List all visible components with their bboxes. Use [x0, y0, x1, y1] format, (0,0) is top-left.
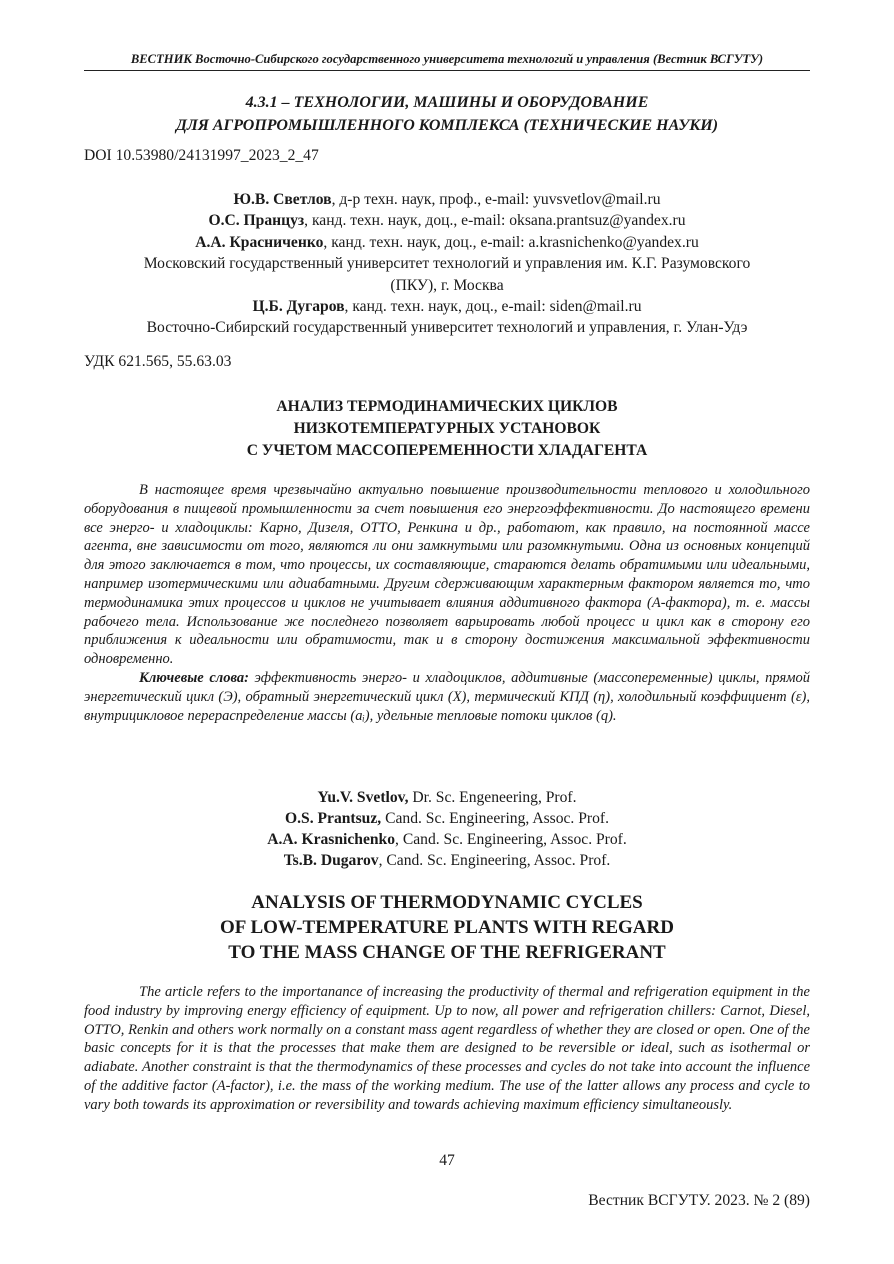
affiliation: Восточно-Сибирский государственный университет технологий и управления, г. Улан-Удэ — [146, 319, 748, 337]
author-details: , канд. техн. наук, доц., e-mail: a.krasnichenko@yandex.ru — [323, 233, 699, 251]
authors-ru — [84, 189, 810, 339]
affiliation: (ПКУ), г. Москва — [390, 276, 504, 294]
section-line-2: ДЛЯ АГРОПРОМЫШЛЕННОГО КОМПЛЕКСА (ТЕХНИЧЕСКИЕ НАУКИ) — [175, 117, 719, 134]
udk: УДК 621.565, 55.63.03 — [84, 353, 232, 370]
title-line: TO THE MASS CHANGE OF THE REFRIGERANT — [228, 942, 666, 963]
author-name: Ts.B. Dugarov — [283, 852, 379, 869]
author-name: A.A. Krasnichenko — [267, 831, 396, 848]
abstract-ru-text: В настоящее время чрезвычайно актуально повышение производительности теплового и холодильного оборудования в пищевой промышленности за счет повышения его энергоэффективности. До настоящего времени все энерго- и хладоциклы: Карно, Дизеля, ОТТО, Ренкина и др., работают, как правило, на постоянной массе агента, вне зависимости от того, являются ли они замкнутыми или разомкнутыми. Одна из основных концепций для этого заключается в том, что процессы, их составляющие, стараются делать обратимыми или идеальными, например изотермическими или адиабатными. Другим сдерживающим характерным фактором является то, что термодинамика этих процессов и циклов не учитывает влияния аддитивного фактора (А-фактора), т. е. массы рабочего тела. Использование же последнего позволяет варьировать любой процесс и цикл как в сторону его приближения к идеальности или обратимости, так и в сторону достижения максимальной эффективности одновременно. — [84, 482, 810, 668]
authors-en — [84, 787, 810, 871]
header-rule — [84, 70, 810, 71]
keywords-ru — [84, 669, 810, 725]
author-ru — [84, 296, 810, 317]
title-line: С УЧЕТОМ МАССОПЕРЕМЕННОСТИ ХЛАДАГЕНТА — [246, 442, 648, 459]
title-line: ANALYSIS OF THERMODYNAMIC CYCLES — [251, 892, 643, 913]
abstract-ru — [84, 481, 810, 725]
author-name: Ю.В. Светлов — [233, 191, 332, 208]
abstract-en — [84, 983, 810, 1115]
author-ru — [84, 189, 810, 210]
author-en — [84, 808, 810, 829]
author-details: Cand. Sc. Engineering, Assoc. Prof. — [381, 810, 609, 827]
article-title-ru — [84, 396, 810, 462]
author-name: А.А. Красниченко — [195, 233, 324, 251]
abstract-en-text: The article refers to the importanance of increasing the productivity of thermal and refrigeration equipment in the food industry by improving energy efficiency of equipment. Up to now, all power and refrigeration chillers: Carnot, Diesel, OTTO, Renkin and others work normally on a constant mass agent regardless of whether they are closed or open. One of the basic concepts for it is that the processes that make them are designed to be reversible or ideal, such as isothermal or adiabate. Another constraint is that the thermodynamics of these processes and cycles do not take into account the influence of the additive factor (A-factor), i.e. the mass of the working medium. The use of the latter allows any process and cycle to vary both towards its approximation or reversibility and towards achieving maximum efficiency simultaneously. — [84, 984, 810, 1113]
keywords-label: Ключевые слова: — [139, 669, 249, 686]
author-ru — [84, 210, 810, 231]
author-name: Ц.Б. Дугаров — [252, 298, 345, 316]
author-details: , канд. техн. наук, доц., e-mail: siden@mail.ru — [344, 298, 642, 316]
author-en — [84, 787, 810, 808]
author-en — [84, 850, 810, 871]
author-details: , Cand. Sc. Engineering, Assoc. Prof. — [395, 831, 627, 848]
article-title-en — [84, 890, 810, 965]
page-number: 47 — [439, 1152, 455, 1169]
section-line-1: 4.3.1 – ТЕХНОЛОГИИ, МАШИНЫ И ОБОРУДОВАНИЕ — [245, 94, 649, 111]
doi: DOI 10.53980/24131997_2023_2_47 — [84, 147, 319, 164]
title-line: НИЗКОТЕМПЕРАТУРНЫХ УСТАНОВОК — [293, 420, 601, 437]
author-details: , Cand. Sc. Engineering, Assoc. Prof. — [378, 852, 611, 869]
affiliation: Московский государственный университет технологий и управления им. К.Г. Разумовского — [143, 255, 751, 273]
title-line: АНАЛИЗ ТЕРМОДИНАМИЧЕСКИХ ЦИКЛОВ — [276, 398, 618, 415]
keywords-text: эффективность энерго- и хладоциклов, аддитивные (массопеременные) циклы, прямой энергетический цикл (Э), обратный энергетический цикл (Х), термический КПД (η), холодильный коэффициент (ε), внутрициклoвое перераспределение массы (аᵢ), удельные тепловые потоки циклов (q). — [84, 669, 810, 724]
author-details: Dr. Sc. Engeneering, Prof. — [408, 789, 577, 806]
author-details: , д-р техн. наук, проф., e-mail: yuvsvetlov@mail.ru — [331, 191, 661, 208]
footer-citation: Вестник ВСГУТУ. 2023. № 2 (89) — [588, 1192, 810, 1209]
section-heading — [84, 91, 810, 137]
title-line: OF LOW-TEMPERATURE PLANTS WITH REGARD — [220, 917, 674, 938]
author-details: , канд. техн. наук, доц., e-mail: oksana.prantsuz@yandex.ru — [304, 212, 686, 230]
running-header: ВЕСТНИК Восточно-Сибирского государственного университета технологий и управления (Вестник ВСГУТУ) — [130, 52, 764, 66]
author-name: Yu.V. Svetlov, — [317, 789, 409, 806]
author-name: O.S. Prantsuz, — [285, 810, 382, 827]
author-en — [84, 829, 810, 850]
author-name: О.С. Пранцуз — [208, 212, 305, 230]
author-ru — [84, 232, 810, 253]
